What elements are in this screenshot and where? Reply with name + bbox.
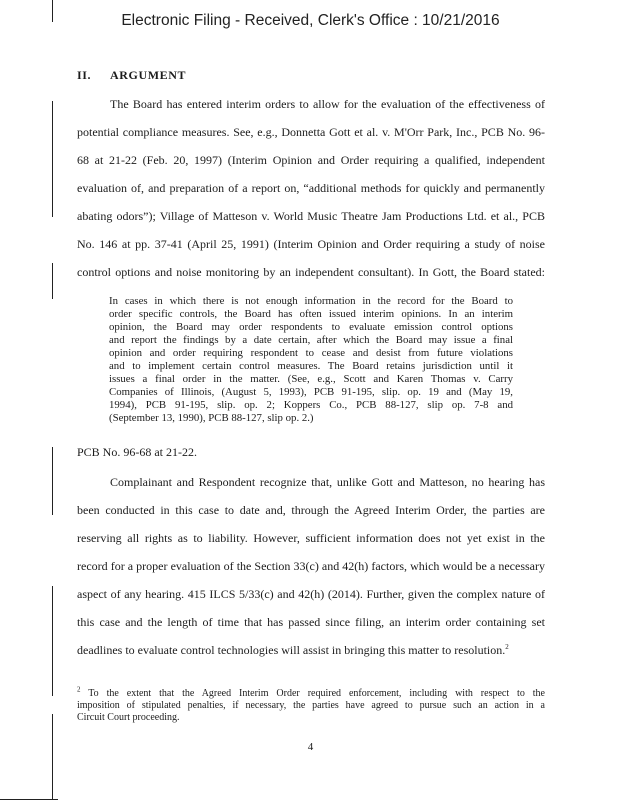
quote-line-7: issues a final order in the matter. (See, e.g., Scott and Karen Thomas v. Carry [109, 373, 513, 385]
para2-line-2: been conducted in this case to date and, through the Agreed Interim Order, the parties are [77, 503, 545, 517]
margin-bar-para1 [52, 101, 53, 217]
margin-bar-para2 [52, 586, 53, 696]
quote-line-1: In cases in which there is not enough information in the record for the Board to [109, 295, 513, 307]
margin-bar-quote [52, 447, 53, 515]
quote-line-10: (September 13, 1990), PCB 88-127, slip op. 2.) [109, 412, 314, 424]
filing-stamp: Electronic Filing - Received, Clerk's Office : 10/21/2016 [121, 12, 500, 29]
footnote-line-1: $^2$ To the extent that the Agreed Interim Order required enforcement, including with respect to the [77, 685, 545, 699]
footnote-line-3: Circuit Court proceeding. [77, 712, 180, 723]
footnote-line-2: imposition of stipulated penalties, if necessary, the parties have agreed to pursue such an action in a [77, 700, 545, 711]
margin-bar-bottom [52, 714, 53, 800]
para2-line-1: Complainant and Respondent recognize that, unlike Gott and Matteson, no hearing has [110, 475, 545, 489]
para1-line-3: 68 at 21-22 (Feb. 20, 1997) (Interim Opinion and Order requiring a qualified, independent [77, 153, 545, 167]
para1-line-1: The Board has entered interim orders to allow for the evaluation of the effectiveness of [110, 97, 545, 111]
para1-line-6: No. 146 at pp. 37-41 (April 25, 1991) (Interim Opinion and Order requiring a study of noise [77, 237, 545, 251]
section-number: II. [77, 68, 92, 82]
para2-line-4: record for a proper evaluation of the Section 33(c) and 42(h) factors, which would be a necessary [77, 559, 545, 573]
page-number: 4 [307, 741, 314, 753]
para2-line-6: this case and the length of time that has passed since filing, an interim order containing set [77, 615, 545, 629]
para1-line-4: evaluation of, and preparation of a report on, “additional methods for quickly and permanently [77, 181, 545, 195]
para2-line-3: reserving all rights as to liability. However, sufficient information does not yet exist in the [77, 531, 545, 545]
quote-line-5: opinion and order requiring respondent to cease and desist from future violations [109, 347, 513, 359]
footnote-marker: 2 [77, 685, 81, 694]
section-heading [77, 68, 186, 83]
margin-bar-para1b [52, 263, 53, 299]
quote-line-6: and to implement certain control measures. The Board retains jurisdiction until it [109, 360, 513, 372]
para1-line-7: control options and noise monitoring by an independent consultant). In Gott, the Board stated: [77, 265, 545, 279]
quote-line-8: Companies of Illinois, (August 5, 1993), PCB 91-195, slip. op. 19 and (May 19, [109, 386, 513, 398]
quote-line-4: and report the findings by a date certain, after which the Board may issue a final [109, 334, 513, 346]
margin-bar-top [52, 0, 53, 22]
para2-line-5: aspect of any hearing. 415 ILCS 5/33(c) and 42(h) (2014). Further, given the complex nature of [77, 587, 545, 601]
footnote-reference[interactable]: 2 [505, 643, 509, 651]
para2-line-7: deadlines to evaluate control technologies will assist in bringing this matter to resolution.$^2$ [77, 643, 509, 657]
section-title: ARGUMENT [110, 68, 187, 82]
para1-line-2: potential compliance measures. See, e.g., Donnetta Gott et al. v. M'Orr Park, Inc., PCB No. 96- [77, 125, 545, 139]
quote-line-3: opinion, the Board may order respondents to evaluate emission control options [109, 321, 513, 333]
citation: PCB No. 96-68 at 21-22. [77, 445, 197, 459]
quote-line-2: order specific controls, the Board has often issued interim opinions. In an interim [109, 308, 513, 320]
quote-line-9: 1994), PCB 91-195, slip. op. 2; Koppers Co., PCB 88-127, slip op. 7-8 and [109, 399, 513, 411]
para1-line-5: abating odors”); Village of Matteson v. World Music Theatre Jam Productions Ltd. et al., PCB [77, 209, 545, 223]
